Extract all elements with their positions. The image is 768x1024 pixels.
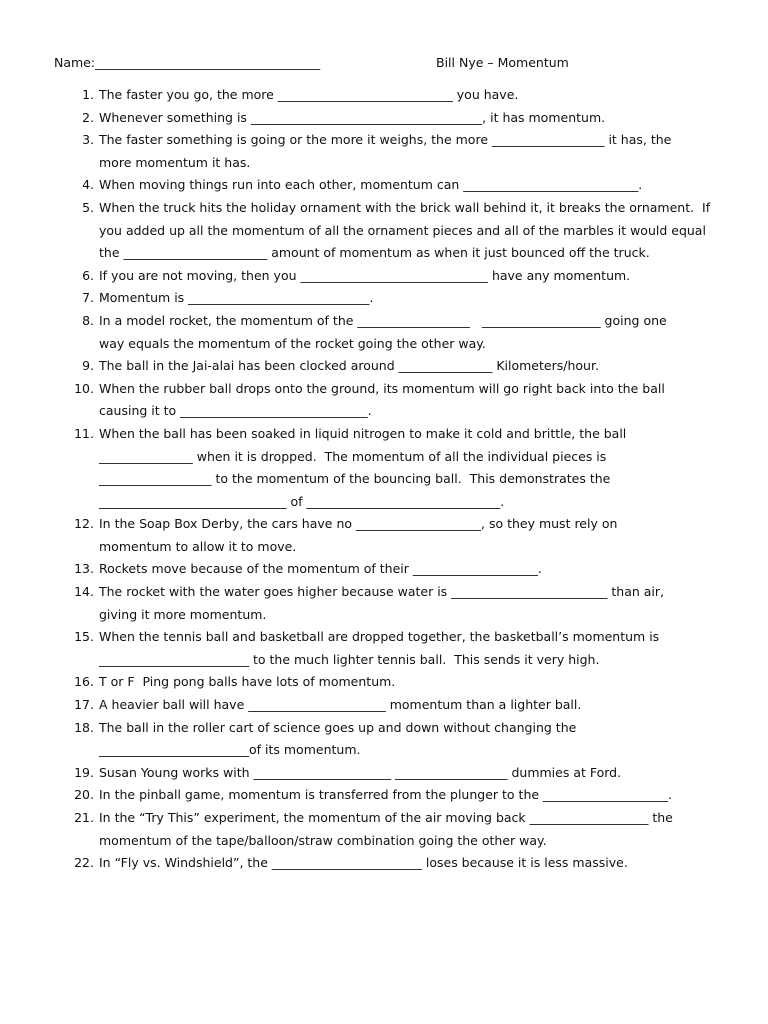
question-item — [0, 513, 768, 558]
question-item — [0, 310, 768, 355]
question-text: When the tennis ball and basketball are dropped together, the basketball’s momentum is ________________________ to the much lighter tennis ball. This sends it very high. — [99, 629, 660, 667]
name-field-label: Name:____________________________________ — [54, 55, 321, 70]
question-item — [0, 423, 768, 513]
question-number: 7. — [82, 290, 94, 306]
question-number: 14. — [74, 584, 94, 600]
question-item — [0, 287, 768, 310]
question-item — [0, 671, 768, 694]
question-number: 4. — [82, 177, 94, 193]
question-number: 20. — [74, 787, 94, 803]
worksheet-title: Bill Nye – Momentum — [436, 55, 569, 70]
question-number: 8. — [82, 312, 94, 328]
question-text: In “Fly vs. Windshield”, the ________________________ loses because it is less massive. — [99, 855, 628, 871]
question-item — [0, 107, 768, 130]
question-text: The rocket with the water goes higher because water is _________________________ than air, giving it more momentum. — [99, 584, 664, 622]
question-number: 5. — [82, 199, 94, 215]
question-item — [0, 852, 768, 875]
question-text: In the Soap Box Derby, the cars have no ____________________, so they must rely on momentum to allow it to move. — [99, 516, 618, 554]
question-text: If you are not moving, then you ______________________________ have any momentum. — [99, 267, 631, 283]
question-item — [0, 558, 768, 581]
question-item — [0, 84, 768, 107]
question-item — [0, 355, 768, 378]
question-number: 10. — [74, 380, 94, 396]
question-item — [0, 581, 768, 626]
question-item — [0, 265, 768, 288]
question-number: 9. — [82, 358, 94, 374]
question-number: 21. — [74, 810, 94, 825]
question-number: 6. — [82, 267, 94, 283]
question-text: When the truck hits the holiday ornament with the brick wall behind it, it breaks the ornament. If you added up all the momentum of all the ornament pieces and all of the marbles it would equal the _______________________ amount of momentum as when it just bounced off the truck. — [99, 199, 711, 261]
question-item — [0, 694, 768, 717]
question-text: When the ball has been soaked in liquid nitrogen to make it cold and brittle, the ball _______________ when it is dropped. The momentum of all the individual pieces is __________________ to the momentum of the bouncing ball. This demonstrates the ______________________________ of _______________________________. — [99, 425, 627, 509]
question-text: A heavier ball will have ______________________ momentum than a lighter ball. — [99, 697, 582, 713]
question-text: In a model rocket, the momentum of the __________________ ___________________ going one way equals the momentum of the rocket going the other way. — [99, 312, 667, 351]
question-text: In the “Try This” experiment, the momentum of the air moving back ___________________ the momentum of the tape/balloon/straw combination going the other way. — [99, 810, 673, 848]
question-item — [0, 129, 768, 174]
question-text: Whenever something is _____________________________________, it has momentum. — [99, 109, 606, 125]
question-number: 16. — [74, 674, 94, 690]
question-item — [0, 626, 768, 671]
question-number: 2. — [82, 109, 94, 125]
question-text: Susan Young works with ______________________ __________________ dummies at Ford. — [99, 764, 622, 780]
question-text: The faster something is going or the more it weighs, the more __________________ it has, the more momentum it has. — [99, 132, 672, 170]
question-number: 12. — [74, 516, 94, 532]
question-text: T or F Ping pong balls have lots of momentum. — [99, 674, 396, 690]
question-item — [0, 197, 768, 265]
question-number: 1. — [82, 87, 94, 102]
question-text: Rockets move because of the momentum of their ____________________. — [99, 561, 542, 577]
question-number: 15. — [74, 629, 94, 645]
question-number: 22. — [74, 855, 94, 871]
question-number: 11. — [74, 425, 94, 441]
question-item — [0, 717, 768, 762]
question-text: The ball in the roller cart of science goes up and down without changing the ________________________of its momentum. — [99, 719, 577, 758]
question-text: In the pinball game, momentum is transferred from the plunger to the ____________________. — [99, 787, 672, 803]
question-text: When the rubber ball drops onto the ground, its momentum will go right back into the ball causing it to ______________________________. — [99, 380, 665, 419]
question-number: 17. — [74, 697, 94, 713]
question-number: 19. — [74, 764, 94, 780]
question-item — [0, 762, 768, 785]
question-list — [0, 84, 768, 875]
question-item — [0, 378, 768, 423]
question-text: The ball in the Jai-alai has been clocked around _______________ Kilometers/hour. — [99, 358, 599, 374]
question-number: 18. — [74, 719, 94, 735]
question-text: Momentum is _____________________________. — [99, 290, 374, 306]
question-number: 13. — [74, 561, 94, 577]
question-number: 3. — [82, 132, 94, 148]
question-item — [0, 174, 768, 197]
question-text: The faster you go, the more ____________________________ you have. — [99, 87, 519, 102]
question-text: When moving things run into each other, momentum can ____________________________. — [99, 177, 643, 193]
question-item — [0, 784, 768, 807]
question-item — [0, 807, 768, 852]
